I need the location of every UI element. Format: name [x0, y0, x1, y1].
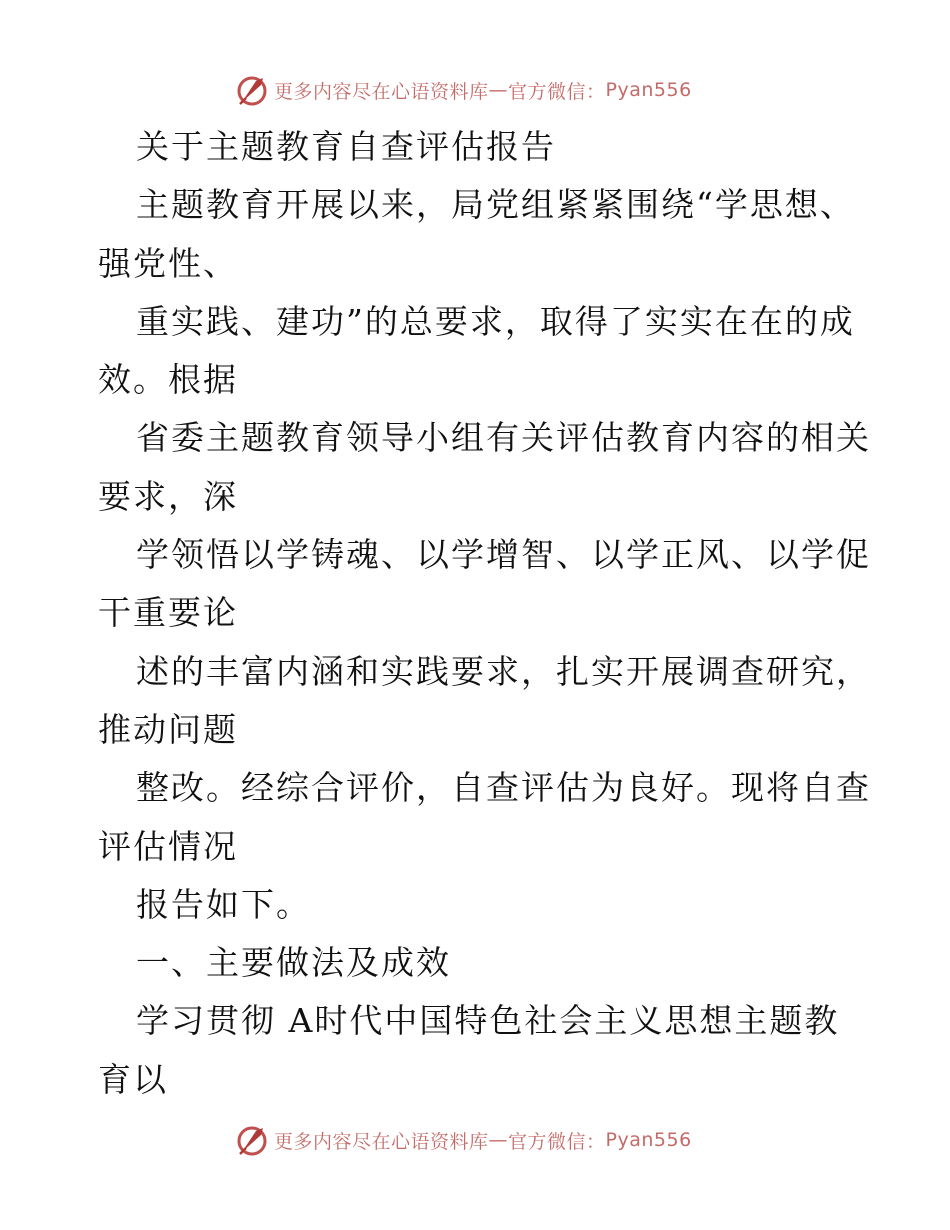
watermark-wechat-label: 官方微信：: [508, 80, 606, 103]
paragraph-line: 省委主题教育领导小组有关评估教育内容的相关: [136, 418, 871, 458]
paragraph-line: 评估情况: [98, 826, 238, 866]
paragraph-line: 推动问题: [98, 709, 238, 749]
document-body: [98, 118, 871, 1109]
watermark-separator: —: [488, 1129, 509, 1151]
paragraph-line: 重实践、建功”的总要求，取得了实实在在的成: [136, 301, 855, 341]
footer-watermark: [234, 1120, 692, 1160]
paragraph-line: 述的丰富内涵和实践要求，扎实开展调查研究，: [136, 651, 871, 691]
paragraph-line: 报告如下。: [136, 884, 311, 924]
header-watermark: [234, 70, 692, 110]
watermark-site-text: 更多内容尽在心语资料库: [274, 80, 489, 103]
pen-nib-circle-icon: [234, 72, 270, 108]
watermark-site-text: 更多内容尽在心语资料库: [274, 1130, 489, 1153]
watermark-wechat-label: 官方微信：: [508, 1130, 606, 1153]
paragraph-line: 强党性、: [98, 243, 238, 283]
pen-nib-circle-icon: [234, 1122, 270, 1158]
paragraph-line: 效。根据: [98, 360, 238, 400]
paragraph-line: 学领悟以学铸魂、以学增智、以学正风、以学促: [136, 535, 871, 575]
watermark-wechat-id: Pyan556: [605, 79, 692, 101]
paragraph-line: 一、主要做法及成效: [136, 943, 451, 983]
paragraph-line: 主题教育开展以来，局党组紧紧围绕“学思想、: [136, 185, 855, 225]
document-title: 关于主题教育自查评估报告: [136, 127, 556, 166]
paragraph-line: 育以: [98, 1059, 168, 1099]
watermark-wechat-id: Pyan556: [605, 1129, 692, 1151]
paragraph-line: 干重要论: [98, 593, 238, 633]
watermark-separator: —: [488, 79, 509, 101]
paragraph-line: 整改。经综合评价，自查评估为良好。现将自查: [136, 768, 871, 808]
paragraph-line: 学习贯彻 A时代中国特色社会主义思想主题教: [136, 1001, 840, 1041]
paragraph-line: 要求，深: [98, 476, 238, 516]
